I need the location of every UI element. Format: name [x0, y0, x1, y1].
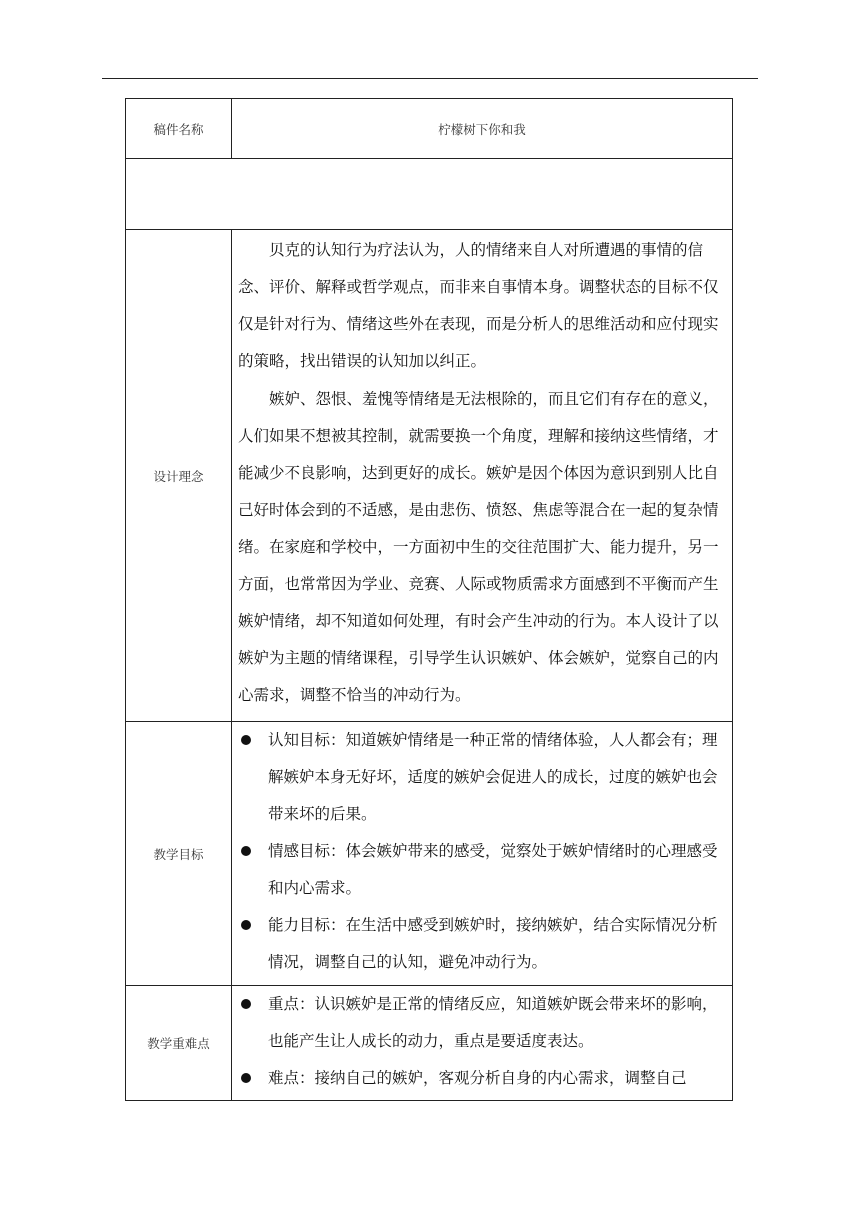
- blank-cell: [126, 159, 733, 230]
- key-point-text: 重点：认识嫉妒是正常的情绪反应，知道嫉妒既会带来坏的影响，也能产生让人成长的动力，重点是要适度表达。: [268, 995, 718, 1050]
- concept-paragraph: 贝克的认知行为疗法认为，人的情绪来自人对所遭遇的事情的信念、评价、解释或哲学观点，而非来自事情本身。调整状态的目标不仅仅是针对行为、情绪这些外在表现，而是分析人的思维活动和应付现实的策略，找出错误的认知加以纠正。: [238, 241, 719, 370]
- goals-list: [238, 722, 727, 981]
- lesson-plan-table: [125, 98, 733, 1101]
- bullet-icon: [241, 999, 251, 1009]
- key-points-row: [126, 986, 733, 1101]
- bullet-icon: [241, 846, 251, 856]
- header-rule: [102, 78, 758, 79]
- teaching-goals-body: [232, 722, 733, 986]
- list-item: [238, 1060, 727, 1097]
- teaching-goals-row: [126, 722, 733, 986]
- list-item: [238, 722, 727, 833]
- manuscript-title: 柠檬树下你和我: [232, 99, 733, 159]
- goal-text: 能力目标：在生活中感受到嫉妒时，接纳嫉妒，结合实际情况分析情况，调整自己的认知，避免冲动行为。: [268, 916, 718, 971]
- bullet-icon: [241, 735, 251, 745]
- teaching-goals-label: 教学目标: [126, 722, 232, 986]
- design-concept-label: 设计理念: [126, 230, 232, 722]
- list-item: [238, 986, 727, 1060]
- key-points-list: [238, 986, 727, 1097]
- design-concept-row: [126, 230, 733, 722]
- bullet-icon: [241, 1073, 251, 1083]
- key-points-body: [232, 986, 733, 1101]
- title-row: [126, 99, 733, 159]
- title-label: 稿件名称: [126, 99, 232, 159]
- list-item: [238, 833, 727, 907]
- goal-text: 情感目标：体会嫉妒带来的感受，觉察处于嫉妒情绪时的心理感受和内心需求。: [268, 842, 718, 897]
- goal-text: 认知目标：知道嫉妒情绪是一种正常的情绪体验，人人都会有；理解嫉妒本身无好坏，适度的嫉妒会促进人的成长，过度的嫉妒也会带来坏的后果。: [268, 731, 718, 823]
- list-item: [238, 907, 727, 981]
- concept-paragraph: 嫉妒、怨恨、羞愧等情绪是无法根除的，而且它们有存在的意义，人们如果不想被其控制，就需要换一个角度，理解和接纳这些情绪，才能减少不良影响，达到更好的成长。嫉妒是因个体因为意识到别人比自己好时体会到的不适感，是由悲伤、愤怒、焦虑等混合在一起的复杂情绪。在家庭和学校中，一方面初中生的交往范围扩大、能力提升，另一方面，也常常因为学业、竞赛、人际或物质需求方面感到不平衡而产生嫉妒情绪，却不知道如何处理，有时会产生冲动的行为。本人设计了以嫉妒为主题的情绪课程，引导学生认识嫉妒、体会嫉妒，觉察自己的内心需求，调整不恰当的冲动行为。: [238, 390, 719, 704]
- key-points-label: 教学重难点: [126, 986, 232, 1101]
- blank-row: [126, 159, 733, 230]
- bullet-icon: [241, 920, 251, 930]
- key-point-text: 难点：接纳自己的嫉妒，客观分析自身的内心需求，调整自己: [268, 1069, 687, 1087]
- design-concept-body: [232, 230, 733, 722]
